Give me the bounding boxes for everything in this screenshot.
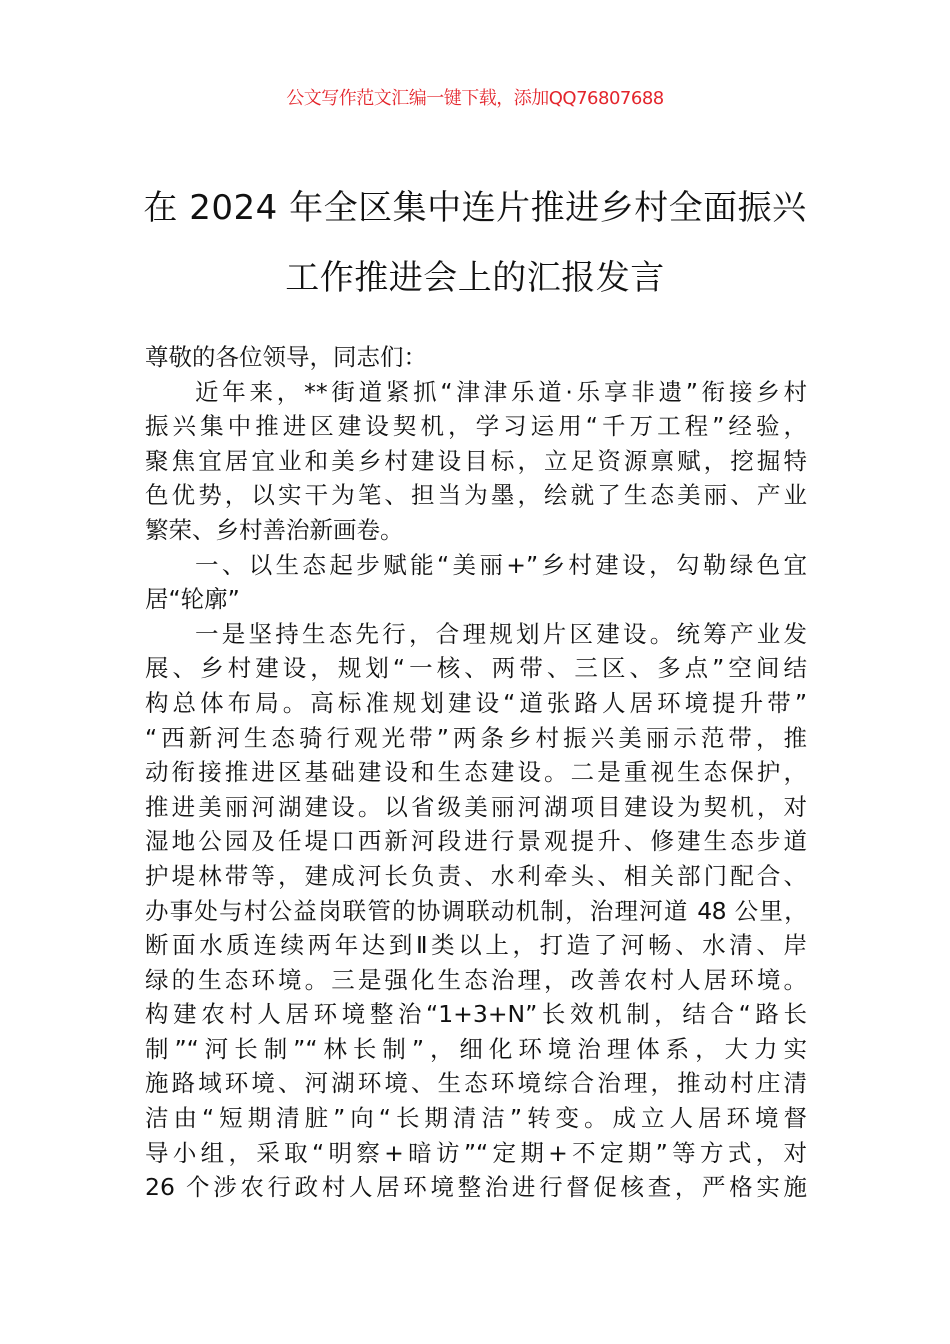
document-title-line-2: 工作推进会上的汇报发言 [285, 258, 665, 298]
text-line: 聚焦宜居宜业和美乡村建设目标，立足资源禀赋，挖掘特 [145, 446, 807, 475]
text-line: 护堤林带等，建成河长负责、水利牵头、相关部门配合、 [145, 861, 807, 890]
text-line: 振兴集中推进区建设契机，学习运用“千万工程”经验， [145, 412, 807, 441]
salutation: 尊敬的各位领导，同志们： [145, 343, 427, 371]
text-line: “西新河生态骑行观光带”两条乡村振兴美丽示范带，推 [145, 723, 807, 752]
text-line: 展、乡村建设，规划“一核、两带、三区、多点”空间结 [145, 654, 807, 683]
text-line: 湿地公园及任堤口西新河段进行景观提升、修建生态步道 [145, 827, 807, 856]
text-line: 近年来，**街道紧抓“津津乐道·乐享非遗”衔接乡村 [195, 377, 807, 406]
text-line: 一是坚持生态先行，合理规划片区建设。统筹产业发 [195, 619, 807, 648]
document-title-line-1: 在 2024 年全区集中连片推进乡村全面振兴 [143, 188, 807, 228]
text-line: 26 个涉农行政村人居环境整治进行督促核查，严格实施 [145, 1173, 807, 1202]
text-line: 断面水质连续两年达到Ⅱ类以上，打造了河畅、水清、岸 [145, 931, 807, 960]
text-line: 推进美丽河湖建设。以省级美丽河湖项目建设为契机，对 [145, 792, 807, 821]
text-line: 洁由“短期清脏”向“长期清洁”转变。成立人居环境督 [145, 1104, 807, 1133]
text-line: 导小组，采取“明察+暗访”“定期+不定期”等方式，对 [145, 1138, 807, 1167]
text-line: 繁荣、乡村善治新画卷。 [145, 515, 404, 544]
document-body [145, 340, 807, 1205]
text-line: 办事处与村公益岗联管的协调联动机制，治理河道 48 公里， [145, 896, 807, 925]
section-heading: 一、以生态起步赋能“美丽+”乡村建设，勾勒绿色宜 [195, 550, 807, 579]
text-line: 构建农村人居环境整治“1+3+N”长效机制，结合“路长 [145, 1000, 807, 1029]
text-line: 动衔接推进区基础建设和生态建设。二是重视生态保护， [145, 758, 807, 787]
text-line: 施路域环境、河湖环境、生态环境综合治理，推动村庄清 [145, 1069, 807, 1098]
text-line: 制”“河长制”“林长制”，细化环境治理体系，大力实 [145, 1034, 807, 1063]
text-line: 色优势，以实干为笔、担当为墨，绘就了生态美丽、产业 [145, 481, 807, 510]
section-heading: 居“轮廓” [145, 585, 240, 614]
text-line: 绿的生态环境。三是强化生态治理，改善农村人居环境。 [145, 965, 807, 994]
text-line: 构总体布局。高标准规划建设“道张路人居环境提升带” [145, 688, 807, 717]
download-banner: 公文写作范文汇编一键下载，添加QQ76807688 [286, 88, 664, 109]
